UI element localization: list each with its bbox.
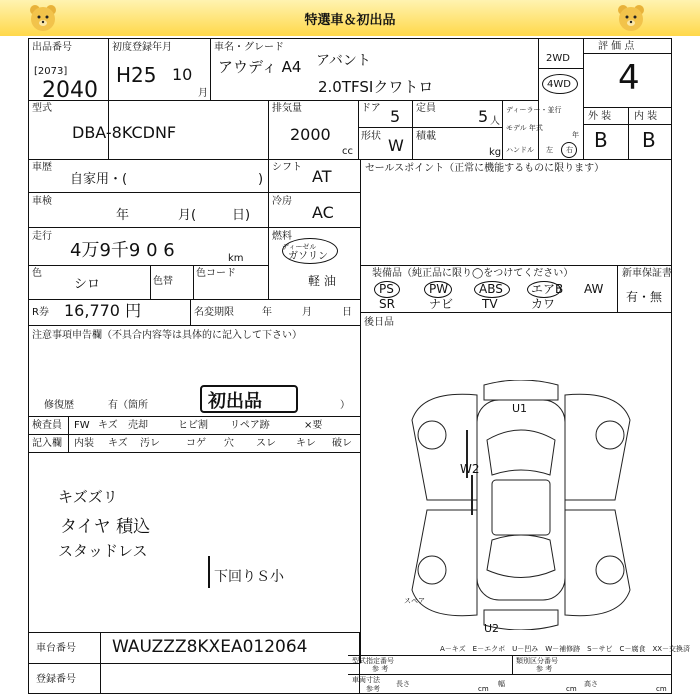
load-label: 積載: [416, 131, 436, 142]
interior-rub-label: スレ: [256, 438, 276, 449]
capacity-label: 定員: [416, 103, 436, 114]
lot-number: 2040: [42, 78, 98, 103]
equip-pw: PW: [429, 282, 449, 296]
equip-tv: TV: [482, 297, 498, 311]
shift-label: シフト: [272, 162, 302, 173]
class-number-ref: 参 考: [536, 665, 553, 673]
model-year-label: モデル 年式: [506, 124, 543, 132]
crack-label: ヒビ割: [178, 420, 208, 431]
chassis-number-label: 車台番号: [36, 643, 76, 654]
shift-value: AT: [312, 167, 332, 186]
entry-column-label: 記入欄: [32, 438, 62, 449]
hand-note-underbody: 下回りＳ小: [214, 569, 284, 585]
equip-navi: ナビ: [429, 297, 454, 311]
handle-right: 右: [566, 146, 573, 154]
inspector-label: 検査員: [32, 420, 62, 431]
door-value: 5: [390, 107, 401, 126]
color-label: 色: [32, 268, 42, 279]
registration-number-label: 登録番号: [36, 674, 76, 685]
vehicle-grade: 2.0TFSIクワトロ: [318, 78, 434, 96]
equip-leather: カワ: [531, 297, 556, 311]
mileage-label: 走行: [32, 231, 52, 242]
interior-entry-label: 内装: [74, 438, 94, 449]
width-label: 幅: [498, 680, 505, 688]
exterior-label: 外 装: [588, 111, 612, 122]
handle-left: 左: [546, 146, 553, 154]
warranty-label: 新車保証書: [622, 268, 672, 279]
capacity-value: 5: [478, 107, 489, 126]
registration-month: 10: [172, 65, 193, 84]
displacement-unit: cc: [342, 146, 353, 157]
vehicle-name-label: 車名・グレード: [214, 42, 284, 53]
fuel-value: ガソリン: [288, 251, 328, 262]
interior-scratch-label: キズ: [108, 438, 128, 449]
repair-mark-label: リペア跡: [230, 420, 270, 431]
need-label: ×要: [304, 420, 323, 431]
interior-cut-label: キレ: [296, 438, 316, 449]
exterior-score: B: [594, 128, 608, 152]
vehicle-name: アウディ A4: [218, 58, 302, 76]
shape-value: W: [388, 136, 404, 155]
scratch-label: キズ: [98, 420, 118, 431]
shape-label: 形状: [361, 131, 381, 142]
handle-label: ハンドル: [506, 146, 534, 154]
model-label: 型式: [32, 103, 52, 114]
interior-hole-label: 穴: [224, 438, 234, 449]
inspection-date-label: 車検: [32, 196, 52, 207]
damage-mark-u1: U1: [512, 402, 528, 415]
repair-history-label: 修復歴: [44, 400, 74, 411]
inspection-year-unit: 年: [116, 208, 130, 223]
name-change-day: 日: [342, 307, 352, 318]
dealer-label: ディーラー・並行: [506, 106, 562, 114]
ac-value: AC: [312, 203, 334, 222]
sales-point-label: セールスポイント（正常に機能するものに限ります）: [365, 163, 605, 174]
equip-ps: PS: [379, 282, 394, 296]
interior-burn-label: コゲ: [186, 438, 206, 449]
equip-aw: AW: [584, 282, 604, 296]
damage-mark-w2: W2: [460, 462, 480, 476]
fuel-label: 燃料: [272, 231, 292, 242]
recycle-label: R券: [32, 307, 49, 318]
equip-sr: SR: [379, 297, 395, 311]
damage-mark-u2: U2: [484, 622, 500, 635]
dimensions-label: 車両寸法: [352, 676, 380, 684]
length-unit: cm: [478, 685, 489, 693]
width-unit: cm: [566, 685, 577, 693]
sold-label: 売却: [128, 420, 148, 431]
fuel-note: ディーゼル: [282, 243, 317, 251]
era-year: H25: [116, 63, 157, 87]
hand-note-2: タイヤ 積込: [60, 517, 151, 537]
history-label: 車歴: [32, 162, 52, 173]
drive-2wd-label: 2WD: [546, 53, 570, 64]
name-change-month: 月: [302, 307, 312, 318]
recycle-value: 16,770 円: [64, 301, 142, 320]
mileage-unit: km: [228, 253, 244, 264]
lot-sub-number: [2073]: [34, 66, 68, 77]
evaluation-label: 評 価 点: [598, 41, 635, 52]
type-cert-ref: 参 考: [372, 665, 389, 673]
first-registration-label: 初度登録年月: [112, 42, 172, 53]
warranty-value: 有・無: [626, 290, 663, 304]
capacity-unit: 人: [490, 116, 500, 127]
inspection-day-unit: 日): [232, 208, 251, 223]
color-code-label: 色コード: [196, 268, 236, 279]
dimensions-ref: 参考: [366, 685, 380, 693]
interior-tear-label: 破レ: [332, 438, 352, 449]
repair-history-value: 有（箇所: [108, 400, 148, 411]
lot-number-label: 出品番号: [32, 42, 72, 53]
vehicle-name-note: アバント: [316, 53, 371, 69]
fuel-light-oil: 軽 油: [308, 274, 336, 288]
month-unit: 月: [198, 88, 208, 99]
notes-label: 注意事項申告欄（不具合内容等は具体的に記入して下さい）: [32, 330, 302, 341]
banner-title: 特選車＆初出品: [304, 13, 396, 28]
load-unit: kg: [489, 147, 502, 158]
chassis-number: WAUZZZ8KXEA012064: [112, 637, 308, 657]
ac-label: 冷房: [272, 196, 292, 207]
name-change-year: 年: [262, 307, 272, 318]
repair-history-close: ）: [340, 400, 350, 411]
color-value: シロ: [74, 277, 101, 292]
hand-note-1: キズズリ: [58, 488, 118, 506]
class-number-label: 類別区分番号: [516, 657, 558, 665]
damage-legend: A－キズ E－エクボ U－凹み W－補修跡 S－サビ C－腐食 XX－交換済: [440, 645, 691, 653]
equip-abs: ABS: [479, 282, 503, 296]
equip-airbag: エアB: [531, 282, 564, 296]
fw-label: FW: [74, 420, 90, 431]
interior-score: B: [642, 128, 656, 152]
history-value: 自家用・(: [70, 172, 128, 187]
displacement-label: 排気量: [272, 103, 302, 114]
spare-label: スペア: [404, 597, 425, 605]
drive-4wd-label: 4WD: [547, 79, 571, 90]
mileage-value: 4万9千9 0 6: [70, 240, 175, 261]
name-change-label: 名変期限: [194, 307, 234, 318]
car-damage-diagram: [392, 380, 650, 630]
evaluation-score: 4: [618, 58, 640, 98]
interior-dirt-label: 汚レ: [140, 438, 160, 449]
history-close: ): [258, 172, 264, 187]
displacement-value: 2000: [290, 125, 331, 144]
equipment-label: 装備品（純正品に限り◯をつけてください）: [372, 268, 574, 279]
length-label: 長さ: [396, 680, 410, 688]
model-code: DBA-8KCDNF: [72, 123, 177, 142]
height-label: 高さ: [584, 680, 598, 688]
later-items-label: 後日品: [364, 317, 394, 328]
door-label: ドア: [361, 103, 381, 114]
model-year-unit: 年: [572, 131, 579, 139]
interior-label: 内 装: [634, 111, 658, 122]
inspection-month-unit: 月(: [178, 208, 197, 223]
first-listing-stamp-text: 初出品: [208, 391, 262, 412]
type-cert-label: 型式指定番号: [352, 657, 394, 665]
hand-note-3: スタッドレス: [58, 542, 148, 560]
color-change-label: 色替: [153, 276, 173, 287]
height-unit: cm: [656, 685, 667, 693]
